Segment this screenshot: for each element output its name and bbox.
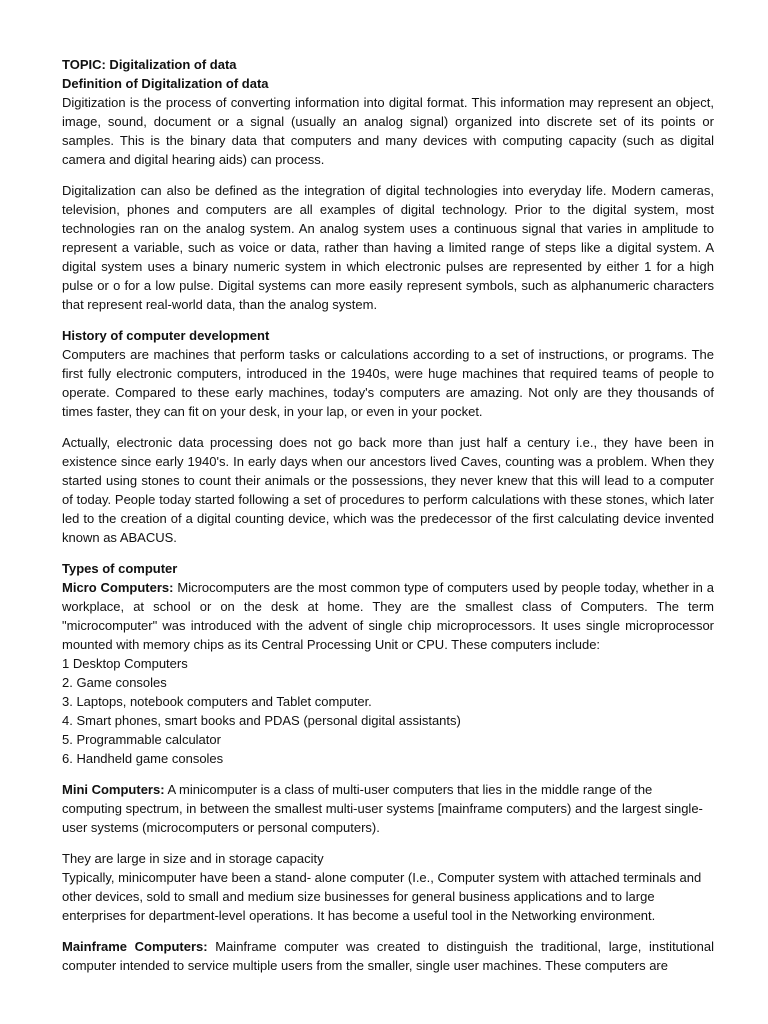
definition-paragraph-2: Digitalization can also be defined as the integration of digital technologies into everyday life. Modern cameras, television, phones and computers are all examples of digital technology. Prior to the digital system, most technologies ran on the analog system. An analog system uses a continuous signal that varies in amplitude to represent a variable, such as voice or data, rather than having a limited range of steps like a digital system. A digital system uses a binary numeric system in which electronic pulses are represented by either 1 for a high pulse or o for a low pulse. Digital systems can more easily represent symbols, such as alphanumeric characters that represent real-world data, than the analog system. — [62, 183, 714, 312]
mainframe-paragraph — [62, 937, 714, 975]
history-paragraph-1: Computers are machines that perform tasks or calculations according to a set of instructions, or programs. The first fully electronic computers, introduced in the 1940s, were huge machines that required teams of people to operate. Compared to these early machines, today's computers are amazing. Not only are they thousands of times faster, they can fit on your desk, in your lap, or even in your pocket. — [62, 347, 714, 419]
mini-text: A minicomputer is a class of multi-user computers that lies in the middle range of the computing spectrum, in between the smallest multi-user systems [mainframe computers) and the largest single-user systems (microcomputers or personal computers). — [62, 782, 703, 835]
list-item: 6. Handheld game consoles — [62, 751, 224, 766]
mainframe-text: Mainframe computer was created to distinguish the traditional, large, institutional computer intended to service multiple users from the smaller, single user machines. These computers are — [62, 939, 714, 973]
history-heading: History of computer development — [62, 328, 270, 343]
list-item: 2. Game consoles — [62, 675, 167, 690]
history-paragraph-2: Actually, electronic data processing does not go back more than just half a century i.e., they have been in existence since early 1940's. In early days when our ancestors lived Caves, counting was a problem. When they started using stones to count their animals or the possessions, they never knew that this will lead to a computer of today. People today started following a set of procedures to perform calculations with these stones, which later led to the creation of a digital counting device, which was the predecessor of the first calculating device invented known as ABACUS. — [62, 435, 714, 545]
mini-size-line: They are large in size and in storage capacity — [62, 851, 324, 866]
micro-list — [62, 654, 714, 768]
mainframe-label: Mainframe Computers: — [62, 939, 208, 954]
micro-paragraph — [62, 578, 714, 654]
micro-text: Microcomputers are the most common type of computers used by people today, whether in a workplace, at school or on the desk at home. They are the smallest class of Computers. The term "microcomputer" was introduced with the advent of single chip microprocessors. It uses single microprocessor mounted with memory chips as its Central Processing Unit or CPU. These computers include: — [62, 580, 714, 652]
definition-paragraph-1: Digitization is the process of converting information into digital format. This information may represent an object, image, sound, document or a signal (usually an analog signal) organized into discrete set of its points or samples. This is the binary data that computers and many devices with computing capacity (such as digital camera and digital hearing aids) can process. — [62, 95, 714, 167]
list-item: 3. Laptops, notebook computers and Tablet computer. — [62, 694, 372, 709]
list-item: 4. Smart phones, smart books and PDAS (personal digital assistants) — [62, 713, 461, 728]
list-item: 5. Programmable calculator — [62, 732, 221, 747]
definition-heading: Definition of Digitalization of data — [62, 76, 269, 91]
types-heading: Types of computer — [62, 561, 178, 576]
mini-label: Mini Computers: — [62, 782, 165, 797]
list-item: 1 Desktop Computers — [62, 656, 188, 671]
document-page — [62, 55, 714, 975]
mini-standalone-paragraph: Typically, minicomputer have been a stand- alone computer (I.e., Computer system with attached terminals and other devices, sold to small and medium size businesses for general business applications and to large enterprises for department-level operations. It has become a useful tool in the Networking environment. — [62, 870, 702, 923]
mini-paragraph — [62, 780, 714, 837]
micro-label: Micro Computers: — [62, 580, 174, 595]
topic-heading: TOPIC: Digitalization of data — [62, 57, 237, 72]
